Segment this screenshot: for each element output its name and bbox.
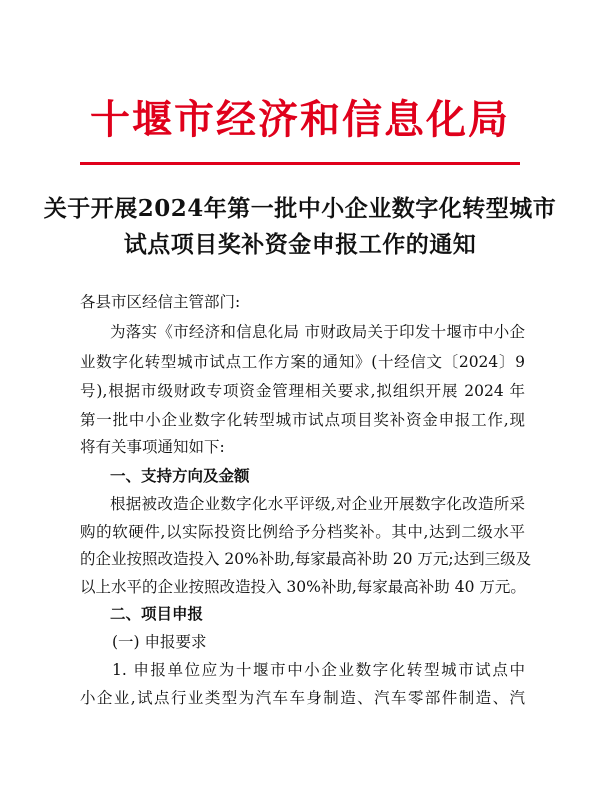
document-title-line-1: 关于开展2024年第一批中小企业数字化转型城市 xyxy=(43,195,557,222)
intro-line-2: 业数字化转型城市试点工作方案的通知》(十经信文〔2024〕9 xyxy=(80,353,525,371)
section-1-line-4: 以上水平的企业按照改造投入 30%补助,每家最高补助 40 万元。 xyxy=(80,578,526,596)
section-2-heading: 二、项目申报 xyxy=(110,605,204,623)
section-1-heading: 一、支持方向及金额 xyxy=(110,467,250,485)
intro-line-5: 将有关事项通知如下: xyxy=(80,438,225,456)
section-2-line-2: 小企业,试点行业类型为汽车车身制造、汽车零部件制造、汽 xyxy=(80,689,525,707)
document-title-line-2: 试点项目奖补资金申报工作的通知 xyxy=(123,231,477,258)
section-2-line-1: 1. 申报单位应为十堰市中小企业数字化转型城市试点中 xyxy=(112,661,525,679)
section-1-line-2: 购的软硬件,以实际投资比例给予分档奖补。其中,达到二级水平 xyxy=(80,523,525,541)
salutation: 各县市区经信主管部门: xyxy=(80,293,241,311)
red-divider-line xyxy=(80,162,520,165)
organization-header: 十堰市经济和信息化局 xyxy=(90,96,510,143)
intro-line-4: 第一批中小企业数字化转型城市试点项目奖补资金申报工作,现 xyxy=(80,411,525,429)
intro-line-3: 号),根据市级财政专项资金管理相关要求,拟组织开展 2024 年 xyxy=(80,382,525,400)
section-1-line-1: 根据被改造企业数字化水平评级,对企业开展数字化改造所采 xyxy=(110,495,525,513)
intro-line-1: 为落实《市经济和信息化局 市财政局关于印发十堰市中小企 xyxy=(110,323,525,341)
section-1-line-3: 的企业按照改造投入 20%补助,每家最高补助 20 万元;达到三级及 xyxy=(80,550,532,568)
section-2-subheading: (一) 申报要求 xyxy=(112,633,207,651)
